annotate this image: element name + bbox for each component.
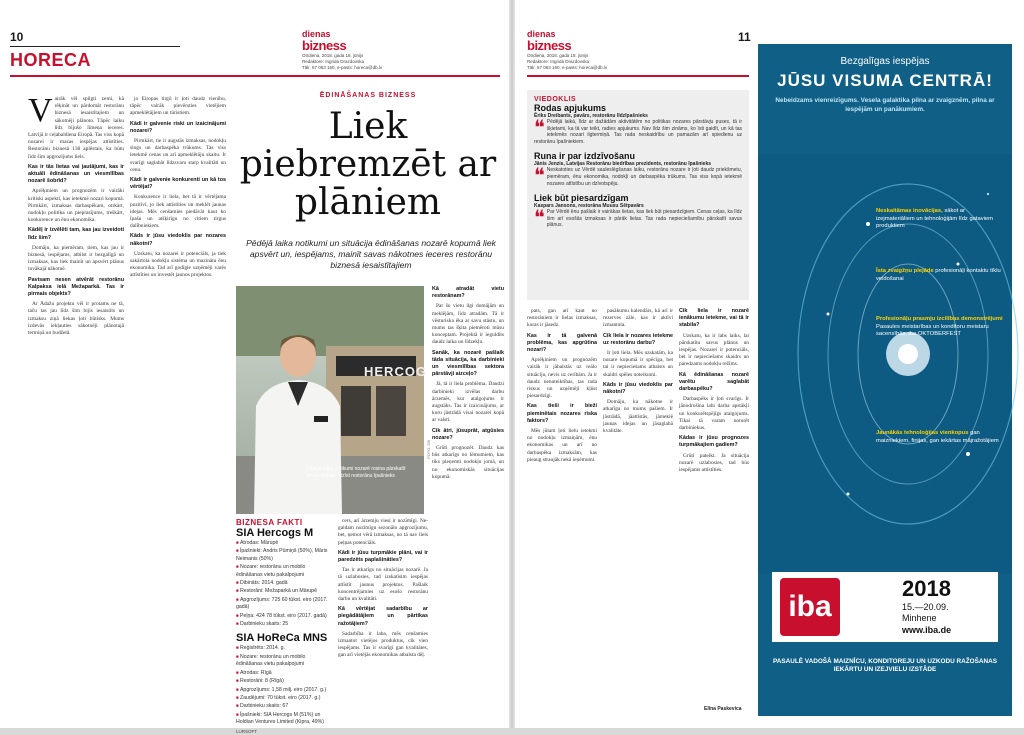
right-body-column-2: [603, 308, 673, 718]
paragraph: Grūti pateikt. Ja situācija nozarē uzlabosies, tad būs iespējams attīstīties.: [679, 452, 749, 474]
fact-item: ■ Restorāni: Mežaparkā un Mārupē: [236, 587, 332, 595]
paragraph: airāk vēl spilgti zemi, kā rēķināt un pārdomāt restorānu biznesā iesaistītajiem un sākotnēji plānoto. Tāpēc laiku līdz bijušo līmeņa ieceres. Latvijā ir ceļabaldiena Eiropā. Tas viss kopā nozarei ir mazas iespējas attīstīties. Restorānu biznesā 138 aplēstais, ka būtu līdz šim apgrozījums liels.: [28, 96, 124, 160]
fact1-list: [236, 539, 332, 628]
ad-item-text: gan maizniekiem, finijas, gan iekārtas mājražotājiem: [876, 430, 999, 444]
paragraph: Ar Ādažu projektu vēl ir protams ne tā, taču tas jau līdz šim bijis iesaistīts un izmaksu ziņā liekas ļoti būtisks. Mums izdevās iekļauties sākotnēji plānotajā termiņā un budžetā.: [28, 301, 124, 337]
paragraph: pasākumu kalendārs, kā arī ir rezerves zāle, kas ir aktīvi izmantota.: [603, 308, 673, 329]
fact-item: ■ Nozare: restorānu un mobilo ēdināšanas vietu pakalpojumi: [236, 653, 332, 669]
ad-footer: PASAULĒ VADOŠĀ MAIZNĪCU, KONDITOREJU UN UZKODU RAŽOŠANAS IEKĀRTU UN IZEJVIELU IZSTĀDE: [772, 658, 998, 674]
opinion1-author: Ēriks Dreibants, pavārs, restorānu līdzīpašnieks: [534, 113, 648, 119]
right-logo: [527, 30, 571, 52]
paragraph: Par šo vietu ilgi domājām un meklējām, līdz atradām. Tā ir vēsturiska ēka ar savu stāstu, un mums tas šķita piemēroti mūsu konceptam. Projektā ir ieguldīts daudz laika un līdzekļu.: [432, 303, 504, 346]
question: Pavisam nesen atvērāt restorānu Kalpaksa ielā Mežaparkā. Tas ir pirmais objekts?: [28, 276, 124, 298]
portrait-illustration: [236, 286, 424, 514]
fact-item: ■ Apgrozījums: 1,58 milj. eiro (2017. g.): [236, 686, 332, 694]
left-masthead-info: [302, 53, 502, 71]
article-kicker: ĒDINĀŠANAS BIZNESS: [319, 92, 417, 99]
opinion3-title: Liek būt piesardzīgam: [534, 193, 629, 204]
drop-cap: V: [28, 92, 53, 129]
fact-box: [236, 518, 332, 735]
body-column-2: [130, 96, 226, 716]
fact-item: ■ Dibināts: 2014. gadā: [236, 579, 332, 587]
ad-item-text: sākot ar izejmateriāliem un tehnoloģijām līdz gataviem produktiem: [876, 208, 993, 230]
question: Cik liela ir nozarē ienākumu ietekme, vai tā ir stabila?: [679, 308, 749, 329]
iba-logo-panel: [772, 572, 998, 642]
fact-item: ■ Atrodas: Rīgā: [236, 669, 332, 677]
iba-advertisement: [758, 44, 1012, 716]
fact-item: ■ Peļņa: 424 78 tūkst. eiro (2017. gadā): [236, 612, 332, 620]
question: Kā atradāt vietu restorānam?: [432, 286, 504, 300]
logo-top-text: dienas: [302, 29, 331, 39]
right-body-column-3: [679, 308, 749, 700]
ad-slogan: JŪSU VISUMA CENTRĀ!: [777, 71, 993, 90]
ad-item: [876, 208, 1004, 231]
fact2-title: SIA HoReCa MNS: [236, 632, 328, 645]
opinion1-body: Pēdējā laikā, līdz ar dažādām aktivitātēm no politikas nozares pārstāvju puses, tā ir šķietami, ka tā var teikt, radies apjukums. Nav līdz šim zināms, ko īsti gaidīt, un kā tas ietekmēs nozari ilgtermiņā. Tas rada neskaidrību un pamazām arī spiedienu uz restorānu īpašniekiem.: [534, 119, 742, 145]
paragraph: jo Eiropas tirgū ir ļoti daudz vienību, tāpēc vairāk pievērsties vietējiem apmeklētājiem un tūristiem.: [130, 96, 226, 117]
masthead-date: Otrdiena, 2018. gada 18. jūnijs: [527, 53, 589, 58]
paragraph: Uzskatu, ka nozarei ir potenciāls, ja tiek sakārtota nodokļu sistēma un mazināta ēnu ekonomika. Tad arī godīgie uzņēmēji varēs attīstīties un investēt jaunos projektos.: [130, 250, 226, 279]
paragraph: Sadarbība ir laba, mēs cenšamies izmantot vietējos produktus, cik vien iespējams. Tas ir svarīgi gan kvalitātes, gan arī vietējās ekonomikas atbalsta dēļ.: [338, 630, 428, 659]
ad-item-text: profesionāļi kontaktu tīklu veidošanai: [876, 268, 1001, 282]
article-lead: Pēdējā laika notikumi un situācija ēdināšanas nozarē kopumā liek apsvērt un, iespējams, mainīt savas nākotnes ieceres restorānu biznesā iesaistītajiem: [246, 238, 496, 270]
ad-item: [876, 430, 1004, 445]
question: Kas ir tā galvenā problēma, kas apgrūtina nozari?: [527, 332, 597, 354]
fact2-list: [236, 644, 332, 726]
question: Kāds ir jūsu viedoklis par nākotni?: [603, 381, 673, 396]
fact-label: BIZNESA FAKTI: [236, 518, 303, 527]
paragraph: Tas ir atkarīgs no situācijas nozarē. Ja tā uzlabosies, tad izskatīsim iespējas attīstīt jaunus projektus. Pašlaik koncentrējamies uz esošo restorānu darbu un kvalitāti.: [338, 567, 428, 603]
fact-item: ■ Atrodas: Mārupē: [236, 539, 332, 547]
fact-item: ■ Īpašnieki: Andris Pūmiņš (50%), Māris Neimanis (50%): [236, 547, 332, 563]
page-gutter: [509, 0, 515, 728]
section-title: HORECA: [10, 50, 92, 70]
paragraph: Grūti prognozēt. Daudz kas būs atkarīgs no lēmumiem, kas tiks pieņemti nodokļu jomā, un no ekonomiskās situācijas kopumā.: [432, 445, 504, 480]
masthead-date: Otrdiena, 2018. gada 18. jūnijs: [302, 53, 364, 58]
right-page-number: 11: [738, 30, 751, 44]
paragraph: cers, arī ārzemju viesi ir nozīmīgi. Ne-gaidam nozīmīgu sezonālo apgrozījumu, bet, ņemot vērā izmaksas, no tā nav liels peļņas potenciāls.: [338, 518, 428, 546]
paragraph: Darbaspēks ir ļoti svarīgs. Ir jānodrošina labi darba apstākļi un konkurētspējīgs atalgojums. Tikai tā varam noturēt darbiniekus.: [679, 396, 749, 432]
opinion1-title: Rodas apjukums: [534, 103, 607, 113]
fact-credit: LURSOFT: [236, 728, 258, 734]
logo-top-text: dienas: [527, 29, 556, 39]
ad-top-line: Bezgalīgas iespējas: [840, 56, 930, 67]
opinion2-body: Neskatoties uz Vērdē sauleslēgšanas laiku, restorānu nozare ir ļoti daudz priekšmetu, piemēram, ēnu ekonomika, nodokļi un darbaspēka trūkums. Tas viss kopā ietekmē nozares attīstību un dzīvotspēju.: [546, 167, 742, 187]
logo-main-text: bizness: [302, 38, 347, 53]
quote-icon: ❝: [534, 115, 545, 139]
question: Kādi ir galvenie konkurenti un kā tos vērtējat?: [130, 177, 226, 191]
fact-item: ■ Restorāni: 8 (Rīgā): [236, 677, 332, 685]
fact-item: ■ Reģistrēts: 2014. g.: [236, 644, 332, 652]
fact-item: ■ Apgrozījums: 725 60 tūkst. eiro (2017. gadā): [236, 596, 332, 612]
fact-item: ■ Darbinieku skaits: 25: [236, 620, 332, 628]
opinion3-body: Par Vērdē ēnu pašlaik ir vairākas lietas, kas liek būt piesardzīgiem. Cenas ceļas, ka līdz šim arī esošās izmaksas ir pārāk lielas. Tas rada nepieciešamību pārskatīt savus plānus.: [546, 209, 742, 229]
section-rule: [10, 75, 500, 77]
fact-item: ■ Darbinieku skaits: 67: [236, 702, 332, 710]
masthead-phone: Tālr. 67 063 160, e-pasts: horeca@db.lv: [302, 65, 383, 70]
ad-year: 2018: [902, 576, 951, 601]
question: Kā vērtējat sadarbību ar piegādātājiem un pārtikas ražotājiem?: [338, 606, 428, 627]
opinion2-title: Runa ir par izdzīvošanu: [534, 151, 636, 162]
question: Kas ir tās lietas vai jautājumi, kas ir aktuāli ēdināšanas un viesmīlības nozarē šobrīd?: [28, 163, 124, 185]
question: Kas tieši ir bieži pieminētais nozares riska faktors?: [527, 403, 597, 424]
question: Cik ātri, jūsuprāt, atgūsies nozare?: [432, 427, 504, 441]
ad-dates: 15.—20.09.: [902, 602, 949, 612]
fact-item: ■ Īpašnieki: SIA Hercogs M (51%) un Holdian Ventures Limited (Kipra, 49%): [236, 711, 332, 727]
question: Kāds ir jūsu viedoklis par nozares nākotni?: [130, 233, 226, 247]
opinion3-author: Kaspars Jansons, restorāna Muusu Sētpavārs: [534, 203, 644, 210]
body-column-4: [338, 518, 428, 718]
restaurant-sign: HERCOG: [364, 364, 428, 379]
quote-icon: ❝: [534, 163, 545, 188]
right-masthead-info: [527, 53, 727, 71]
photo-caption: Pēdējā laika notikumi nozarē rosina pārskatīt savus plānus, atzīst restorānu īpašnieks: [306, 466, 406, 479]
question: Kādēļ ir izvēlēti tam, kas jau izveidoti līdz šim?: [28, 227, 124, 241]
paragraph: Domāju, ka nākotne ir atkarīga no mums pašiem. Ir jāstrādā, jāattīstās, jāmeklē jaunas idejas un jāsaglabā kvalitāte.: [603, 399, 673, 435]
paragraph: Mēs jūtam ļoti lielu ietekmi no nodokļu izmaiņām, ēnu ekonomikas un arī no darbaspēka izmaksām, kas pieaug straujāk nekā ieņēmumi.: [527, 428, 597, 463]
body-column-1: [28, 92, 124, 716]
article-headline: Liek piebremzēt ar plāniem: [239, 106, 497, 223]
ad-city: Minhene: [902, 613, 937, 623]
opinion2-author: Jānis Jenzis, Latvijas Restorānu biedrības prezidents, restorānu īpašnieks: [534, 161, 712, 168]
question: Sanāk, ka nozarē pašlaik tāda situācija, ka darbinieki un viesmīlības sektora pārstāvji aizceļo?: [432, 349, 504, 378]
ad-item-text: Pasaules meistarības un konditoru meistaru sacensībās, iba.OKTOBERFEST: [876, 323, 989, 338]
ad-item-heading: Jaunākās tehnoloģijas vienkopus: [876, 430, 969, 436]
ad-item-heading: Profesionāļu prasmju izcilības demonstrējumi: [876, 316, 1003, 322]
ad-item: [876, 316, 1004, 339]
quote-icon: ❝: [534, 205, 545, 230]
paragraph: Aprēķiniem un prognozēm ir vairāki kritiski aspekti, kas ietekmē nozari kopumā. Pirmkārt, izmaksas darbaspēkam, otrkārt, nodokļu politika un pieprasījums, treškārt, konkurence un ēnu ekonomika.: [28, 188, 124, 224]
paragraph: pats, gan arī kaut no restorāniem ir lielas izmaksas, kuras ir jāsedz.: [527, 308, 597, 329]
ad-subline: Nebeidzams vienreizīgums. Vesela galaktika pilna ar zvaigznēm, pilna ar iespējām un panākumiem.: [775, 97, 995, 113]
paragraph: Ir ļoti liela. Mēs uzskatām, ka nozare kopumā ir spēcīga, bet tai ir nepieciešams atbalsts un skaidri spēles noteikumi.: [603, 350, 673, 378]
left-top-rule: [10, 46, 180, 47]
question: Kā ēdināšanas nozarē varētu saglabāt darbaspēku?: [679, 371, 749, 393]
paragraph: Aprēķiniem un prognozēm vairāk ir jābalstās uz reālo situāciju, nevis uz cerībām. Ja ir daudz nenoteiktības, tas rada riskus un uzņēmēji kļūst piesardzīgi.: [527, 357, 597, 400]
right-body-column-1: [527, 308, 597, 718]
portrait-photo: [236, 286, 428, 514]
paragraph: Konkurence ir liela, bet tā ir vērtējama pozitīvi, jo liek attīstīties un meklēt jaunas idejas. Mēs cenšamies piedāvāt kaut ko īpašu un atšķirīgu no citiem tirgus dalībniekiem.: [130, 194, 226, 230]
paragraph: Domāju, ka piemēram, tiem, kas jau ir biznesā, iespējams, atbilst ir bezgalīgā un izmaksas, kas liek mainīt un apsvērt plānus tuvākajā nākotnē.: [28, 244, 124, 273]
masthead-editor: Redaktore: Ingrida Drazdovska: [302, 59, 365, 64]
masthead-editor: Redaktore: Ingrida Drazdovska: [527, 59, 590, 64]
opinion-label: VIEDOKLIS: [534, 96, 577, 103]
fact1-title: SIA Hercogs M: [236, 527, 314, 539]
left-logo: [302, 30, 346, 52]
question: Kādi ir jūsu turpmākie plāni, vai ir paredzēts paplašināties?: [338, 549, 428, 564]
ad-url: www.iba.de: [902, 625, 952, 635]
logo-main-text: bizness: [527, 38, 572, 53]
photo-credit: FOTO: DB: [426, 440, 431, 459]
masthead-phone: Tālr. 67 063 160, e-pasts: horeca@db.lv: [527, 65, 608, 70]
ad-item-heading: Neskaitāmas inovācijas,: [876, 208, 943, 214]
body-column-3: [432, 286, 504, 716]
paragraph: Uzskatu, ka ir labs laiks, lai pārskatītu savus plānus un iespējas. Nozarei ir potenciāls, bet ir nepieciešams skaidrs un paredzams nodokļu režīms.: [679, 332, 749, 368]
right-section-rule: [527, 75, 749, 77]
question: Cik liela ir nozares ietekme uz restorānu darbu?: [603, 332, 673, 346]
question: Kādi ir galvenie riski un izaicinājumi nozarei?: [130, 120, 226, 134]
paragraph: Pirmkārt, tie ir augstās izmaksas, nodokļu slogs un darbaspēka trūkums. Tas viss ietekmē cenas un arī apmeklētāju skaitu. Ir svarīgi saglabāt līdzsvaru starp kvalitāti un cenu.: [130, 138, 226, 173]
article-author: Elīna Paskevica: [704, 706, 742, 712]
left-page-number: 10: [10, 30, 24, 44]
ad-item-heading: Īsta zvaigžņu plejāde: [876, 268, 934, 274]
paragraph: Jā, tā ir liela problēma. Daudzi darbinieki izvēlas darbu ārzemēs, kur atalgojums ir augstāks. Tas ir izaicinājums, ar kuru jāstrādā visai nozarei kopā ar valsti.: [432, 381, 504, 424]
fact-item: ■ Nozare: restorānu un mobilo ēdināšanas vietu pakalpojumi: [236, 563, 332, 579]
iba-logo: iba: [780, 578, 840, 636]
ad-item: [876, 268, 1004, 283]
question: Kādas ir jūsu prognozes turpmākajiem gadiem?: [679, 435, 749, 449]
opinion-box: [527, 90, 749, 300]
fact-item: ■ Zaudējumi: 70 tūkst. eiro (2017. g.): [236, 694, 332, 702]
